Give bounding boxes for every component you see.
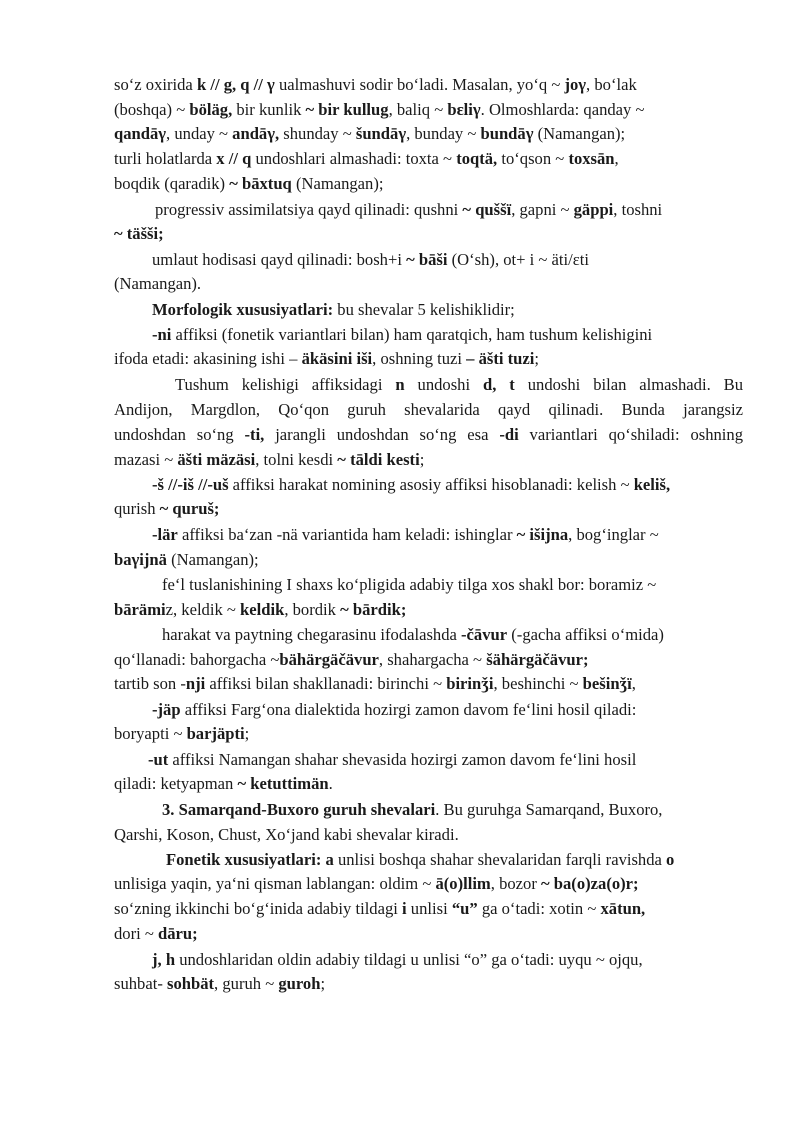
bold-term: toqtä,: [456, 149, 498, 168]
text-line: [114, 899, 645, 919]
text-run: ualmashuvi sodir bo‘ladi. Masalan, yo‘q ~: [274, 75, 565, 94]
text-run: affiksi (fonetik variantlari bilan) ham qaratqich, ham tushum kelishigini: [171, 325, 653, 344]
bold-term: sohbät: [167, 974, 215, 993]
text-line: [114, 924, 198, 944]
bold-term: bārämi: [114, 600, 166, 619]
text-run: affiksi Namangan shahar shevasida hozirgi zamon davom fe‘lini hosil: [168, 750, 637, 769]
text-line: [114, 974, 325, 994]
text-line: [114, 274, 201, 294]
text-line: [162, 800, 662, 820]
text-run: turli holatlarda: [114, 149, 217, 168]
bold-term: j, h: [152, 950, 176, 969]
bold-term: äkäsini iši: [301, 349, 373, 368]
text-line: [114, 75, 637, 95]
bold-term: ~ bāxtuq: [229, 174, 292, 193]
text-run: affiksi Farg‘ona dialektida hozirgi zamon davom fe‘lini hosil qiladi:: [180, 700, 637, 719]
text-line: [175, 375, 743, 395]
text-run: , tolni kesdi: [255, 450, 338, 469]
text-run: mazasi ~: [114, 450, 178, 469]
text-run: (Namangan).: [114, 274, 202, 293]
bold-term: šundāγ: [355, 124, 407, 143]
text-run: , gapni ~: [511, 200, 574, 219]
text-run: ,: [631, 674, 636, 693]
text-line: [114, 650, 589, 670]
text-run: dori ~: [114, 924, 159, 943]
text-run: (O‘sh), ot+ i ~ äti/ɛti: [447, 250, 589, 269]
text-run: , bunday ~: [406, 124, 481, 143]
text-line: [114, 450, 424, 470]
text-run: (boshqa) ~: [114, 100, 190, 119]
text-run: ,: [614, 149, 619, 168]
bold-term: bundāγ: [480, 124, 534, 143]
bold-term: – äšti tuzi: [466, 349, 535, 368]
bold-term: d, t: [483, 375, 515, 394]
text-run: suhbat-: [114, 974, 167, 993]
text-line: [152, 525, 659, 545]
bold-term: gäppi: [573, 200, 614, 219]
text-run: bir kunlik: [232, 100, 306, 119]
bold-term: -di: [499, 425, 519, 444]
text-run: , oshning tuzi: [372, 349, 467, 368]
bold-term: guroh: [278, 974, 321, 993]
text-run: qiladi: ketyapman: [114, 774, 238, 793]
bold-term: k // g, q // γ: [196, 75, 275, 94]
text-run: undoshlaridan oldin adabiy tildagi u unlisi “o” ga o‘tadi: uyqu ~ ojqu,: [175, 950, 643, 969]
bold-term: x // q: [216, 149, 252, 168]
text-run: , bordik: [284, 600, 341, 619]
bold-term: -lär: [152, 525, 178, 544]
bold-term: ~ ketuttimän: [237, 774, 329, 793]
text-line: [152, 950, 643, 970]
bold-term: 3. Samarqand-Buxoro guruh shevalari: [162, 800, 436, 819]
text-run: (Namangan);: [166, 550, 259, 569]
text-run: harakat va paytning chegarasinu ifodalashda: [162, 625, 462, 644]
bold-term: barjäpti: [186, 724, 245, 743]
bold-term: bɛliγ: [447, 100, 481, 119]
text-run: ;: [320, 974, 326, 993]
text-run: , bog‘inglar ~: [568, 525, 659, 544]
bold-term: andāγ,: [232, 124, 280, 143]
text-line: [155, 200, 662, 220]
text-run: undoshi: [404, 375, 483, 394]
text-line: [162, 575, 656, 595]
text-run: progressiv assimilatsiya qayd qilinadi: qushni: [155, 200, 463, 219]
text-run: , baliq ~: [388, 100, 448, 119]
text-run: (Namangan);: [533, 124, 626, 143]
bold-term: keldik: [240, 600, 285, 619]
bold-term: birinǯi: [446, 674, 494, 693]
text-run: fe‘l tuslanishining I shaxs ko‘pligida adabiy tilga xos shakl bor: boramiz ~: [162, 575, 657, 594]
text-run: , guruh ~: [214, 974, 279, 993]
bold-term: dāru;: [158, 924, 198, 943]
bold-term: Morfologik xususiyatlari:: [152, 300, 334, 319]
text-run: jarangli undoshdan so‘ng esa: [264, 425, 500, 444]
text-run: so‘z oxirida: [114, 75, 197, 94]
bold-term: böläg,: [189, 100, 233, 119]
bold-term: Fonetik xususiyatlari: a: [166, 850, 334, 869]
text-run: ifoda etadi: akasining ishi –: [114, 349, 302, 368]
bold-term: -š //-iš //-uš: [152, 475, 229, 494]
bold-term: qandāγ: [114, 124, 167, 143]
text-run: (-gacha affiksi o‘mida): [507, 625, 664, 644]
text-run: so‘zning ikkinchi bo‘g‘inida adabiy tildagi: [114, 899, 403, 918]
bold-term: ~ bir kullug: [305, 100, 389, 119]
text-run: ;: [534, 349, 540, 368]
bold-term: ~ quššï: [462, 200, 512, 219]
text-line: [114, 349, 539, 369]
bold-term: joγ: [564, 75, 587, 94]
bold-term: ~ bārdik;: [340, 600, 407, 619]
text-line: [114, 224, 164, 244]
text-line: [162, 625, 664, 645]
text-run: undoshlari almashadi: toxta ~: [251, 149, 457, 168]
text-run: bu shevalar 5 kelishiklidir;: [333, 300, 515, 319]
text-line: [114, 774, 333, 794]
text-line: [152, 250, 589, 270]
text-run: unlisi: [406, 899, 452, 918]
text-line: [114, 724, 249, 744]
bold-term: baγijnä: [114, 550, 167, 569]
text-line: [114, 100, 644, 120]
text-run: , toshni: [613, 200, 663, 219]
text-line: [152, 475, 670, 495]
text-run: variantlari qo‘shiladi: oshning: [518, 425, 743, 444]
text-run: tartib son -: [114, 674, 186, 693]
text-run: , shahargacha ~: [378, 650, 487, 669]
bold-term: šähärgäčävur;: [486, 650, 589, 669]
text-run: affiksi bilan shakllanadi: birinchi ~: [205, 674, 447, 693]
bold-term: -ti,: [244, 425, 265, 444]
text-line: [114, 400, 743, 420]
bold-term: -jäp: [152, 700, 181, 719]
text-run: affiksi harakat nomining asosiy affiksi hisoblanadi: kelish ~: [228, 475, 634, 494]
bold-term: bešinǯï: [582, 674, 632, 693]
bold-term: n: [395, 375, 405, 394]
text-run: . Bu guruhga Samarqand, Buxoro,: [435, 800, 663, 819]
text-run: undoshdan so‘ng: [114, 425, 245, 444]
text-run: , unday ~: [166, 124, 233, 143]
text-line: [114, 600, 406, 620]
text-run: Andijon, Margdlon, Qo‘qon guruh shevalarida qayd qilinadi. Bunda jarangsiz: [114, 400, 743, 419]
text-line: [114, 425, 743, 445]
text-run: z, keldik ~: [165, 600, 241, 619]
text-run: , bozor: [490, 874, 541, 893]
bold-term: ~ tāldi kesti: [337, 450, 420, 469]
text-line: [114, 874, 639, 894]
text-run: , beshinchi ~: [493, 674, 583, 693]
bold-term: “u”: [451, 899, 478, 918]
text-run: unlisi boshqa shahar shevalaridan farqli ravishda: [333, 850, 667, 869]
bold-term: ~ täšši;: [114, 224, 164, 243]
text-line: [148, 750, 636, 770]
text-run: qo‘llanadi: bahorgacha ~: [114, 650, 280, 669]
bold-term: keliš,: [633, 475, 671, 494]
bold-term: -ni: [152, 325, 172, 344]
text-line: [114, 124, 625, 144]
text-line: [166, 850, 674, 870]
bold-term: toxsān: [568, 149, 615, 168]
bold-term: o: [666, 850, 675, 869]
text-run: undoshi bilan almashadi. Bu: [514, 375, 743, 394]
text-line: [152, 300, 515, 320]
bold-term: ā(o)llim: [435, 874, 491, 893]
text-run: boryapti ~: [114, 724, 187, 743]
bold-term: bähärgäčävur: [279, 650, 379, 669]
text-run: to‘qson ~: [497, 149, 569, 168]
bold-term: i: [402, 899, 407, 918]
text-line: [114, 174, 383, 194]
text-run: , bo‘lak: [586, 75, 637, 94]
text-run: qurish: [114, 499, 160, 518]
text-line: [114, 149, 619, 169]
text-run: affiksi ba‘zan -nä variantida ham keladi: ishinglar: [177, 525, 517, 544]
bold-term: -ut: [148, 750, 169, 769]
text-run: ga o‘tadi: xotin ~: [477, 899, 601, 918]
text-line: [114, 825, 459, 845]
text-run: umlaut hodisasi qayd qilinadi: bosh+i: [152, 250, 407, 269]
text-run: shunday ~: [279, 124, 356, 143]
bold-term: äšti mäzäsi: [177, 450, 256, 469]
bold-term: ~ quruš;: [159, 499, 220, 518]
text-line: [114, 674, 636, 694]
text-run: .: [328, 774, 333, 793]
text-line: [152, 700, 636, 720]
text-run: unlisiga yaqin, ya‘ni qisman lablangan: oldim ~: [114, 874, 436, 893]
text-line: [152, 325, 652, 345]
text-run: (Namangan);: [291, 174, 384, 193]
bold-term: ~ išijna: [516, 525, 569, 544]
text-line: [114, 550, 259, 570]
bold-term: nji: [185, 674, 206, 693]
text-run: Qarshi, Koson, Chust, Xo‘jand kabi shevalar kiradi.: [114, 825, 459, 844]
bold-term: xātun,: [600, 899, 646, 918]
bold-term: ~ ba(o)za(o)r;: [541, 874, 639, 893]
text-run: Tushum kelishigi affiksidagi: [175, 375, 396, 394]
text-line: [114, 499, 219, 519]
text-run: . Olmoshlarda: qanday ~: [480, 100, 645, 119]
text-run: ;: [244, 724, 250, 743]
text-run: boqdik (qaradik): [114, 174, 230, 193]
bold-term: ~ bāši: [406, 250, 448, 269]
text-run: ;: [419, 450, 425, 469]
bold-term: -čāvur: [461, 625, 508, 644]
